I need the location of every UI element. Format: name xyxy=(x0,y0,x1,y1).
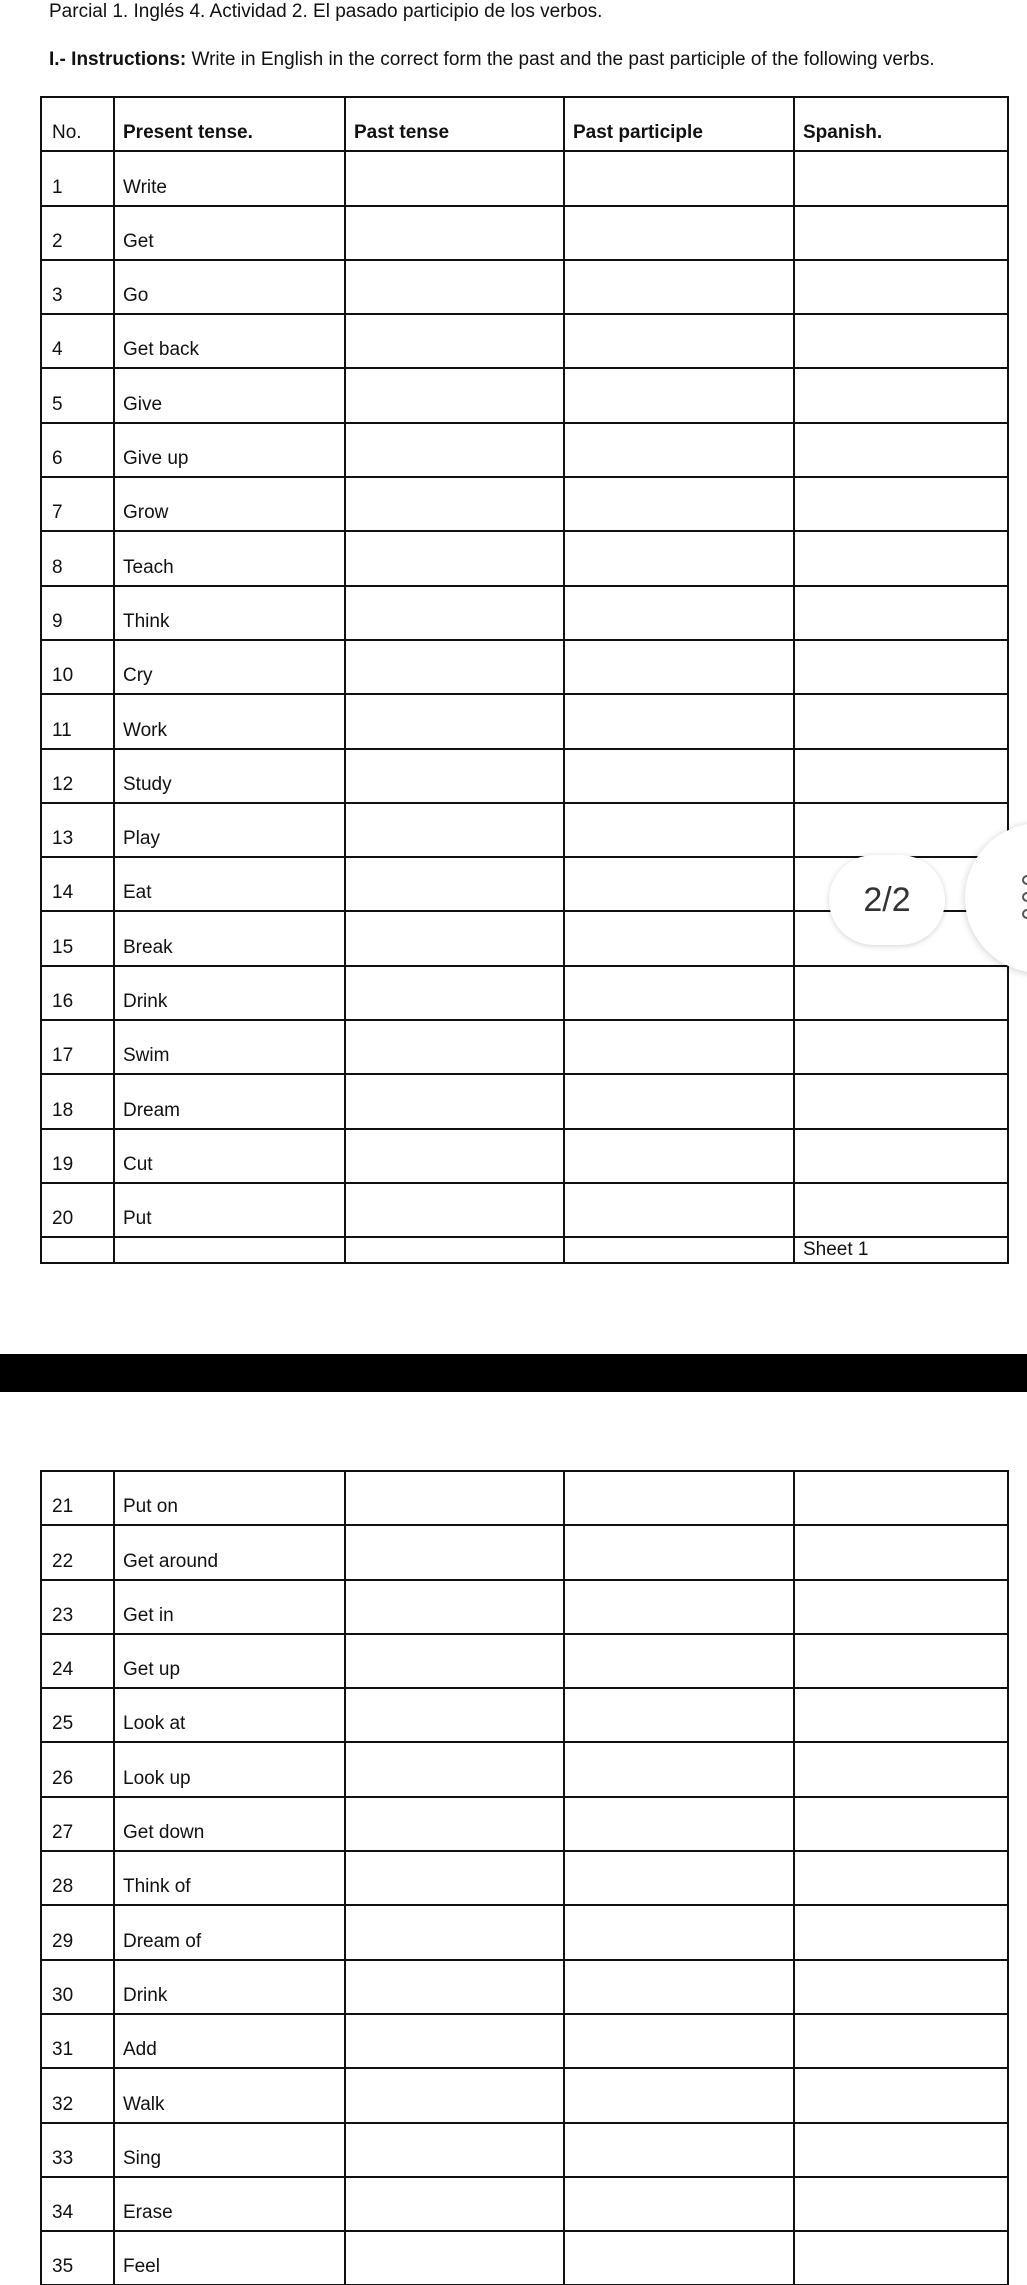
spanish-cell[interactable] xyxy=(794,477,1008,531)
past-participle-cell[interactable] xyxy=(564,749,794,803)
table-row xyxy=(41,477,1008,531)
present-tense-cell: Dream xyxy=(114,1074,345,1128)
spanish-cell[interactable] xyxy=(794,206,1008,260)
instructions-text: Write in English in the correct form the past and the past participle of the following verbs. xyxy=(186,49,935,70)
table-row xyxy=(41,1580,1008,1634)
past-participle-cell[interactable] xyxy=(564,1183,794,1237)
present-tense-cell: Play xyxy=(114,803,345,857)
past-tense-cell[interactable] xyxy=(345,586,564,640)
table-row xyxy=(41,803,1008,857)
table-row xyxy=(41,1183,1008,1237)
row-number: 34 xyxy=(41,2177,114,2231)
spanish-cell[interactable] xyxy=(794,1020,1008,1074)
spanish-cell[interactable] xyxy=(794,2014,1008,2068)
row-number: 8 xyxy=(41,531,114,585)
present-tense-cell: Get around xyxy=(114,1525,345,1579)
past-tense-cell[interactable] xyxy=(345,2014,564,2068)
row-number: 17 xyxy=(41,1020,114,1074)
instructions-label: I.- Instructions: xyxy=(49,49,187,70)
more-vertical-icon xyxy=(1022,875,1027,919)
past-tense-cell[interactable] xyxy=(345,640,564,694)
past-tense-cell[interactable] xyxy=(345,911,564,965)
sheet-label: Sheet 1 xyxy=(794,1237,1008,1263)
spanish-cell[interactable] xyxy=(794,1688,1008,1742)
present-tense-cell: Study xyxy=(114,749,345,803)
table-row xyxy=(41,151,1008,205)
row-number: 18 xyxy=(41,1074,114,1128)
spanish-cell[interactable] xyxy=(794,1183,1008,1237)
row-number: 1 xyxy=(41,151,114,205)
spanish-cell[interactable] xyxy=(794,1471,1008,1525)
past-tense-cell[interactable] xyxy=(345,749,564,803)
row-number: 12 xyxy=(41,749,114,803)
table-row xyxy=(41,1742,1008,1796)
past-participle-cell[interactable] xyxy=(564,151,794,205)
present-tense-cell: Cry xyxy=(114,640,345,694)
present-tense-cell: Think xyxy=(114,586,345,640)
past-participle-cell[interactable] xyxy=(564,1905,794,1959)
past-tense-cell[interactable] xyxy=(345,803,564,857)
footer-empty-cell xyxy=(564,1237,794,1263)
past-tense-cell[interactable] xyxy=(345,1960,564,2014)
table-row xyxy=(41,2177,1008,2231)
past-tense-cell[interactable] xyxy=(345,1688,564,1742)
header-no: No. xyxy=(41,97,114,151)
spanish-cell[interactable] xyxy=(794,1851,1008,1905)
present-tense-cell: Drink xyxy=(114,966,345,1020)
present-tense-cell: Put on xyxy=(114,1471,345,1525)
table-row xyxy=(41,1634,1008,1688)
row-number: 20 xyxy=(41,1183,114,1237)
spanish-cell[interactable] xyxy=(794,1797,1008,1851)
present-tense-cell: Erase xyxy=(114,2177,345,2231)
past-participle-cell[interactable] xyxy=(564,803,794,857)
row-number: 23 xyxy=(41,1580,114,1634)
spanish-cell[interactable] xyxy=(794,749,1008,803)
row-number: 30 xyxy=(41,1960,114,2014)
table-row xyxy=(41,2014,1008,2068)
table-row xyxy=(41,694,1008,748)
spanish-cell[interactable] xyxy=(794,1129,1008,1183)
row-number: 21 xyxy=(41,1471,114,1525)
row-number: 32 xyxy=(41,2068,114,2122)
row-number: 19 xyxy=(41,1129,114,1183)
table-row xyxy=(41,423,1008,477)
present-tense-cell: Get down xyxy=(114,1797,345,1851)
past-participle-cell[interactable] xyxy=(564,2068,794,2122)
present-tense-cell: Give up xyxy=(114,423,345,477)
present-tense-cell: Get back xyxy=(114,314,345,368)
header-past-participle: Past participle xyxy=(564,97,794,151)
present-tense-cell: Walk xyxy=(114,2068,345,2122)
past-participle-cell[interactable] xyxy=(564,1074,794,1128)
spanish-cell[interactable] xyxy=(794,1074,1008,1128)
table-row xyxy=(41,2231,1008,2285)
row-number: 22 xyxy=(41,1525,114,1579)
spanish-cell[interactable] xyxy=(794,803,1008,857)
row-number: 9 xyxy=(41,586,114,640)
header-past-tense: Past tense xyxy=(345,97,564,151)
past-tense-cell[interactable] xyxy=(345,2068,564,2122)
past-tense-cell[interactable] xyxy=(345,151,564,205)
row-number: 6 xyxy=(41,423,114,477)
present-tense-cell: Break xyxy=(114,911,345,965)
row-number: 31 xyxy=(41,2014,114,2068)
past-tense-cell[interactable] xyxy=(345,1129,564,1183)
past-participle-cell[interactable] xyxy=(564,2177,794,2231)
table-row xyxy=(41,314,1008,368)
present-tense-cell: Go xyxy=(114,260,345,314)
header-spanish: Spanish. xyxy=(794,97,1008,151)
footer-empty-cell xyxy=(41,1237,114,1263)
row-number: 2 xyxy=(41,206,114,260)
past-participle-cell[interactable] xyxy=(564,260,794,314)
past-participle-cell[interactable] xyxy=(564,1688,794,1742)
past-participle-cell[interactable] xyxy=(564,1960,794,2014)
past-tense-cell[interactable] xyxy=(345,1851,564,1905)
verb-table-part-2 xyxy=(40,1470,1009,2285)
row-number: 10 xyxy=(41,640,114,694)
present-tense-cell: Put xyxy=(114,1183,345,1237)
table-row xyxy=(41,368,1008,422)
table-header-row xyxy=(41,97,1008,151)
past-participle-cell[interactable] xyxy=(564,1471,794,1525)
past-tense-cell[interactable] xyxy=(345,206,564,260)
row-number: 14 xyxy=(41,857,114,911)
past-tense-cell[interactable] xyxy=(345,477,564,531)
row-number: 27 xyxy=(41,1797,114,1851)
table-row xyxy=(41,966,1008,1020)
present-tense-cell: Look up xyxy=(114,1742,345,1796)
past-tense-cell[interactable] xyxy=(345,1471,564,1525)
page-separator xyxy=(0,1354,1027,1392)
table-row xyxy=(41,1074,1008,1128)
past-tense-cell[interactable] xyxy=(345,531,564,585)
spanish-cell[interactable] xyxy=(794,423,1008,477)
spanish-cell[interactable] xyxy=(794,2068,1008,2122)
present-tense-cell: Dream of xyxy=(114,1905,345,1959)
spanish-cell[interactable] xyxy=(794,368,1008,422)
row-number: 15 xyxy=(41,911,114,965)
spanish-cell[interactable] xyxy=(794,1634,1008,1688)
table-row xyxy=(41,2123,1008,2177)
spanish-cell[interactable] xyxy=(794,1960,1008,2014)
past-tense-cell[interactable] xyxy=(345,1525,564,1579)
table-row xyxy=(41,1960,1008,2014)
past-participle-cell[interactable] xyxy=(564,1742,794,1796)
present-tense-cell: Add xyxy=(114,2014,345,2068)
past-tense-cell[interactable] xyxy=(345,314,564,368)
past-participle-cell[interactable] xyxy=(564,857,794,911)
past-participle-cell[interactable] xyxy=(564,1634,794,1688)
past-participle-cell[interactable] xyxy=(564,423,794,477)
past-participle-cell[interactable] xyxy=(564,640,794,694)
past-tense-cell[interactable] xyxy=(345,1183,564,1237)
header-present-tense: Present tense. xyxy=(114,97,345,151)
present-tense-cell: Cut xyxy=(114,1129,345,1183)
past-tense-cell[interactable] xyxy=(345,1905,564,1959)
past-participle-cell[interactable] xyxy=(564,694,794,748)
table-row xyxy=(41,640,1008,694)
spanish-cell[interactable] xyxy=(794,966,1008,1020)
past-participle-cell[interactable] xyxy=(564,1797,794,1851)
present-tense-cell: Look at xyxy=(114,1688,345,1742)
table-row xyxy=(41,1688,1008,1742)
row-number: 16 xyxy=(41,966,114,1020)
footer-empty-cell xyxy=(114,1237,345,1263)
table-row xyxy=(41,1851,1008,1905)
table-row xyxy=(41,260,1008,314)
past-participle-cell[interactable] xyxy=(564,2231,794,2285)
page-indicator: 2/2 xyxy=(829,855,945,945)
row-number: 28 xyxy=(41,1851,114,1905)
past-participle-cell[interactable] xyxy=(564,586,794,640)
row-number: 3 xyxy=(41,260,114,314)
row-number: 26 xyxy=(41,1742,114,1796)
past-participle-cell[interactable] xyxy=(564,2123,794,2177)
past-tense-cell[interactable] xyxy=(345,1580,564,1634)
past-tense-cell[interactable] xyxy=(345,694,564,748)
sheet-footer-row xyxy=(41,1237,1008,1263)
present-tense-cell: Work xyxy=(114,694,345,748)
footer-empty-cell xyxy=(345,1237,564,1263)
table-row xyxy=(41,1129,1008,1183)
spanish-cell[interactable] xyxy=(794,2123,1008,2177)
past-tense-cell[interactable] xyxy=(345,1634,564,1688)
row-number: 35 xyxy=(41,2231,114,2285)
spanish-cell[interactable] xyxy=(794,260,1008,314)
verb-table-part-1 xyxy=(40,96,1009,1264)
table-row xyxy=(41,1797,1008,1851)
past-participle-cell[interactable] xyxy=(564,1580,794,1634)
spanish-cell[interactable] xyxy=(794,531,1008,585)
spanish-cell[interactable] xyxy=(794,1525,1008,1579)
spanish-cell[interactable] xyxy=(794,1742,1008,1796)
spanish-cell[interactable] xyxy=(794,2231,1008,2285)
spanish-cell[interactable] xyxy=(794,1905,1008,1959)
present-tense-cell: Give xyxy=(114,368,345,422)
past-tense-cell[interactable] xyxy=(345,260,564,314)
past-participle-cell[interactable] xyxy=(564,206,794,260)
past-tense-cell[interactable] xyxy=(345,423,564,477)
present-tense-cell: Get up xyxy=(114,1634,345,1688)
present-tense-cell: Feel xyxy=(114,2231,345,2285)
past-participle-cell[interactable] xyxy=(564,966,794,1020)
present-tense-cell: Grow xyxy=(114,477,345,531)
row-number: 24 xyxy=(41,1634,114,1688)
table-row xyxy=(41,1525,1008,1579)
past-tense-cell[interactable] xyxy=(345,2231,564,2285)
past-participle-cell[interactable] xyxy=(564,2014,794,2068)
spanish-cell[interactable] xyxy=(794,2177,1008,2231)
row-number: 5 xyxy=(41,368,114,422)
spanish-cell[interactable] xyxy=(794,586,1008,640)
past-participle-cell[interactable] xyxy=(564,1851,794,1905)
spanish-cell[interactable] xyxy=(794,314,1008,368)
table-row xyxy=(41,1471,1008,1525)
present-tense-cell: Drink xyxy=(114,1960,345,2014)
present-tense-cell: Get xyxy=(114,206,345,260)
table-row xyxy=(41,1020,1008,1074)
table-row xyxy=(41,586,1008,640)
past-tense-cell[interactable] xyxy=(345,1074,564,1128)
present-tense-cell: Think of xyxy=(114,1851,345,1905)
past-tense-cell[interactable] xyxy=(345,1742,564,1796)
past-tense-cell[interactable] xyxy=(345,1020,564,1074)
past-tense-cell[interactable] xyxy=(345,966,564,1020)
present-tense-cell: Get in xyxy=(114,1580,345,1634)
present-tense-cell: Eat xyxy=(114,857,345,911)
spanish-cell[interactable] xyxy=(794,694,1008,748)
table-row xyxy=(41,1905,1008,1959)
past-tense-cell[interactable] xyxy=(345,2177,564,2231)
past-tense-cell[interactable] xyxy=(345,1797,564,1851)
past-tense-cell[interactable] xyxy=(345,2123,564,2177)
row-number: 25 xyxy=(41,1688,114,1742)
past-participle-cell[interactable] xyxy=(564,531,794,585)
present-tense-cell: Write xyxy=(114,151,345,205)
past-participle-cell[interactable] xyxy=(564,1525,794,1579)
spanish-cell[interactable] xyxy=(794,151,1008,205)
past-participle-cell[interactable] xyxy=(564,368,794,422)
past-participle-cell[interactable] xyxy=(564,911,794,965)
past-participle-cell[interactable] xyxy=(564,1020,794,1074)
document-header: Parcial 1. Inglés 4. Actividad 2. El pasado participio de los verbos. xyxy=(49,1,603,22)
past-tense-cell[interactable] xyxy=(345,368,564,422)
present-tense-cell: Teach xyxy=(114,531,345,585)
past-participle-cell[interactable] xyxy=(564,477,794,531)
row-number: 29 xyxy=(41,1905,114,1959)
instructions xyxy=(49,48,935,72)
row-number: 11 xyxy=(41,694,114,748)
row-number: 7 xyxy=(41,477,114,531)
table-row xyxy=(41,531,1008,585)
past-participle-cell[interactable] xyxy=(564,1129,794,1183)
row-number: 33 xyxy=(41,2123,114,2177)
spanish-cell[interactable] xyxy=(794,640,1008,694)
table-row xyxy=(41,206,1008,260)
past-tense-cell[interactable] xyxy=(345,857,564,911)
table-row xyxy=(41,749,1008,803)
present-tense-cell: Swim xyxy=(114,1020,345,1074)
row-number: 4 xyxy=(41,314,114,368)
row-number: 13 xyxy=(41,803,114,857)
past-participle-cell[interactable] xyxy=(564,314,794,368)
spanish-cell[interactable] xyxy=(794,1580,1008,1634)
present-tense-cell: Sing xyxy=(114,2123,345,2177)
table-row xyxy=(41,2068,1008,2122)
